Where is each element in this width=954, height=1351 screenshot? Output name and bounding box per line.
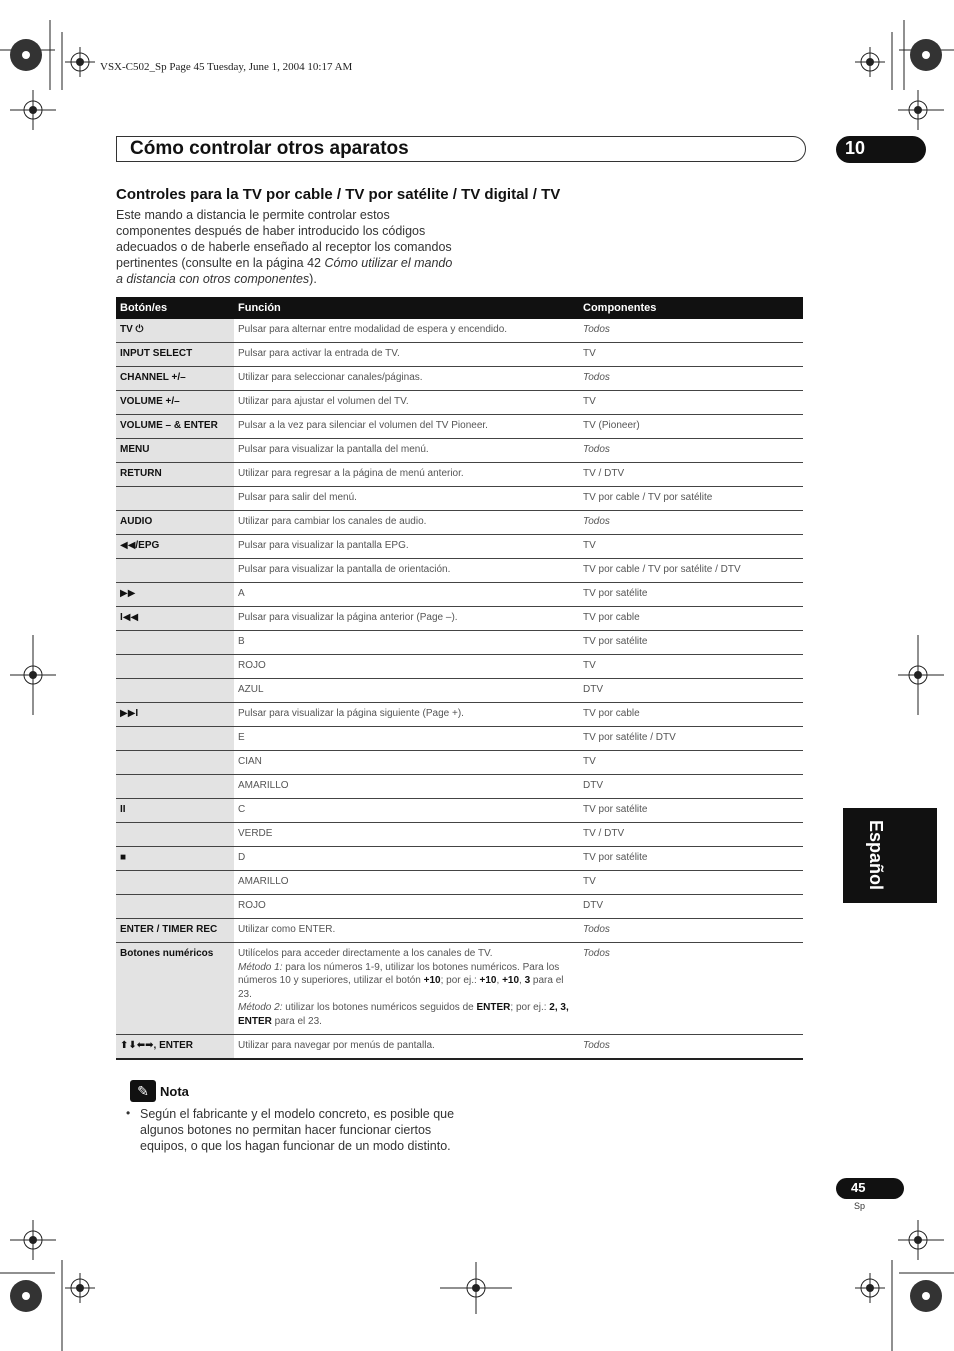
row-button: ◀◀/EPG <box>116 535 234 559</box>
row-function: E <box>234 727 579 751</box>
method2-text2: ; por ej.: <box>510 1002 550 1013</box>
row-function: B <box>234 631 579 655</box>
table-row <box>116 415 803 439</box>
row-component: TV <box>579 343 803 367</box>
row-function: ROJO <box>234 655 579 679</box>
table-row <box>116 511 803 535</box>
numeric-line1: Utilícelos para acceder directamente a los canales de TV. <box>238 948 493 959</box>
row-component: TV <box>579 535 803 559</box>
method2-bold1: ENTER <box>476 1002 511 1013</box>
row-component: Todos <box>579 919 803 943</box>
bullet-icon: • <box>126 1106 131 1120</box>
row-button: VOLUME – & ENTER <box>116 415 234 439</box>
row-component: TV <box>579 391 803 415</box>
row-button <box>116 823 234 847</box>
controls-table <box>116 297 803 1060</box>
row-button <box>116 679 234 703</box>
intro-end: ). <box>309 272 317 286</box>
table-row <box>116 535 803 559</box>
method1-bold4: 3 <box>524 975 531 986</box>
method2-text3: para el 23. <box>271 1015 322 1027</box>
table-row <box>116 703 803 727</box>
row-component: TV por satélite / DTV <box>579 727 803 751</box>
row-button: AUDIO <box>116 511 234 535</box>
page-language-code: Sp <box>854 1201 866 1211</box>
note-label: Nota <box>160 1084 189 1099</box>
row-button: I◀◀ <box>116 607 234 631</box>
table-row <box>116 799 803 823</box>
row-function: C <box>234 799 579 823</box>
table-row <box>116 319 803 343</box>
row-component: TV <box>579 871 803 895</box>
table-row <box>116 751 803 775</box>
table-row <box>116 919 803 943</box>
row-function: Utilizar para navegar por menús de pantalla. <box>234 1035 579 1060</box>
table-row <box>116 439 803 463</box>
pencil-icon: ✎ <box>130 1080 156 1102</box>
row-function: Pulsar para salir del menú. <box>234 487 579 511</box>
table-body <box>116 319 803 1059</box>
row-component: TV por satélite <box>579 847 803 871</box>
intro-italic: Cómo utilizar el mando a distancia con otros componentes <box>116 256 453 286</box>
row-component: TV / DTV <box>579 463 803 487</box>
row-button <box>116 775 234 799</box>
row-function: D <box>234 847 579 871</box>
note-text: Según el fabricante y el modelo concreto, es posible que algunos botones no permitan hacer funcionar ciertos equipos, o que los hagan funcionar de un modo distinto. <box>140 1107 455 1153</box>
row-function: Utilizar como ENTER. <box>234 919 579 943</box>
row-function: Utilizar para seleccionar canales/páginas. <box>234 367 579 391</box>
row-component: TV <box>579 655 803 679</box>
section-title: Controles para la TV por cable / TV por satélite / TV digital / TV <box>116 186 561 203</box>
method1-label: Método 1: <box>238 961 283 973</box>
row-button: ■ <box>116 847 234 871</box>
row-function: Utilizar para ajustar el volumen del TV. <box>234 391 579 415</box>
header-function: Función <box>234 297 579 319</box>
table-row <box>116 823 803 847</box>
row-component: TV por cable / TV por satélite / DTV <box>579 559 803 583</box>
table-row <box>116 847 803 871</box>
chapter-number: 10 <box>845 138 866 158</box>
table-row <box>116 367 803 391</box>
row-button: ▶▶I <box>116 703 234 727</box>
page-badge <box>836 1178 904 1199</box>
row-button: ENTER / TIMER REC <box>116 919 234 943</box>
row-component: TV por cable / TV por satélite <box>579 487 803 511</box>
method2-bold2: 2, 3, ENTER <box>238 1002 569 1027</box>
row-function: Pulsar para visualizar la pantalla de orientación. <box>234 559 579 583</box>
table-row <box>116 943 803 1035</box>
row-function: Pulsar para visualizar la pantalla EPG. <box>234 535 579 559</box>
row-component: Todos <box>579 319 803 343</box>
table-row <box>116 463 803 487</box>
row-component: Todos <box>579 439 803 463</box>
page-title: Cómo controlar otros aparatos <box>130 138 409 159</box>
table-row <box>116 487 803 511</box>
numeric-button-label: Botones numéricos <box>120 948 214 959</box>
row-function: Pulsar para visualizar la página siguiente (Page +). <box>234 703 579 727</box>
method1-text3: , <box>496 975 503 986</box>
row-function: CIAN <box>234 751 579 775</box>
page-number: 45 <box>851 1180 866 1195</box>
row-component: TV (Pioneer) <box>579 415 803 439</box>
row-function: A <box>234 583 579 607</box>
row-function: Utilizar para cambiar los canales de audio. <box>234 511 579 535</box>
method1-text2: ; por ej.: <box>440 975 480 986</box>
table-row <box>116 607 803 631</box>
row-function <box>234 943 579 1035</box>
row-function: AMARILLO <box>234 871 579 895</box>
row-button <box>116 487 234 511</box>
row-component: TV por satélite <box>579 631 803 655</box>
language-text: Español <box>866 820 886 891</box>
method1-bold3: +10 <box>502 975 520 986</box>
row-function: Pulsar para visualizar la página anterior (Page –). <box>234 607 579 631</box>
row-button: INPUT SELECT <box>116 343 234 367</box>
row-button: RETURN <box>116 463 234 487</box>
row-function: Pulsar para activar la entrada de TV. <box>234 343 579 367</box>
row-button <box>116 727 234 751</box>
row-component: Todos <box>579 1035 803 1060</box>
row-function: ROJO <box>234 895 579 919</box>
row-button <box>116 895 234 919</box>
row-function: Pulsar para visualizar la pantalla del menú. <box>234 439 579 463</box>
row-button: VOLUME +/– <box>116 391 234 415</box>
row-component: TV por cable <box>579 607 803 631</box>
row-function: Utilizar para regresar a la página de menú anterior. <box>234 463 579 487</box>
table-row <box>116 895 803 919</box>
row-component: Todos <box>579 367 803 391</box>
row-component: TV <box>579 751 803 775</box>
row-component: Todos <box>579 511 803 535</box>
row-button <box>116 631 234 655</box>
intro-text: Este mando a distancia le permite controlar estos componentes después de haber introducido los códigos adecuados o de haberle enseñado al receptor los comandos pertinentes (consulte en la página 42 <box>116 208 452 270</box>
row-button: TV ⏻ <box>116 319 234 343</box>
row-component: DTV <box>579 679 803 703</box>
method1-text5: para el 23. <box>238 975 564 1000</box>
table-row <box>116 1035 803 1060</box>
table-row <box>116 343 803 367</box>
row-component: TV / DTV <box>579 823 803 847</box>
row-component: Todos <box>579 943 803 1035</box>
intro-paragraph <box>116 207 456 287</box>
row-function: Pulsar a la vez para silenciar el volumen del TV Pioneer. <box>234 415 579 439</box>
method1-bold2: +10 <box>479 975 497 986</box>
table-row <box>116 583 803 607</box>
row-button: CHANNEL +/– <box>116 367 234 391</box>
table-row <box>116 559 803 583</box>
row-button: ▶▶ <box>116 583 234 607</box>
header-button: Botón/es <box>116 297 234 319</box>
row-button <box>116 871 234 895</box>
row-button <box>116 751 234 775</box>
row-button: II <box>116 799 234 823</box>
table-row <box>116 679 803 703</box>
header-components: Componentes <box>579 297 803 319</box>
row-button: MENU <box>116 439 234 463</box>
row-function: Pulsar para alternar entre modalidad de espera y encendido. <box>234 319 579 343</box>
table-row <box>116 391 803 415</box>
row-component: TV por satélite <box>579 799 803 823</box>
row-button <box>116 943 234 1035</box>
method2-label: Método 2: <box>238 1002 283 1013</box>
table-header-row <box>116 297 803 319</box>
print-info: VSX-C502_Sp Page 45 Tuesday, June 1, 2004 10:17 AM <box>100 61 353 73</box>
method1-bold1: +10 <box>423 975 441 986</box>
table-row <box>116 655 803 679</box>
row-function: AZUL <box>234 679 579 703</box>
row-function: AMARILLO <box>234 775 579 799</box>
row-component: TV por cable <box>579 703 803 727</box>
row-button: ⬆⬇⬅➡, ENTER <box>116 1035 234 1060</box>
row-button <box>116 559 234 583</box>
method2-text: utilizar los botones numéricos seguidos de <box>282 1002 477 1013</box>
method1-text4: , <box>519 975 525 986</box>
table-row <box>116 775 803 799</box>
table-row <box>116 871 803 895</box>
row-function: VERDE <box>234 823 579 847</box>
row-button <box>116 655 234 679</box>
row-component: DTV <box>579 895 803 919</box>
row-component: TV por satélite <box>579 583 803 607</box>
method1-text: para los números 1-9, utilizar los botones numéricos. Para los números 10 y superiores, utilizar el botón <box>238 961 560 986</box>
table-row <box>116 727 803 751</box>
table-row <box>116 631 803 655</box>
language-tab-label <box>848 815 928 895</box>
row-component: DTV <box>579 775 803 799</box>
